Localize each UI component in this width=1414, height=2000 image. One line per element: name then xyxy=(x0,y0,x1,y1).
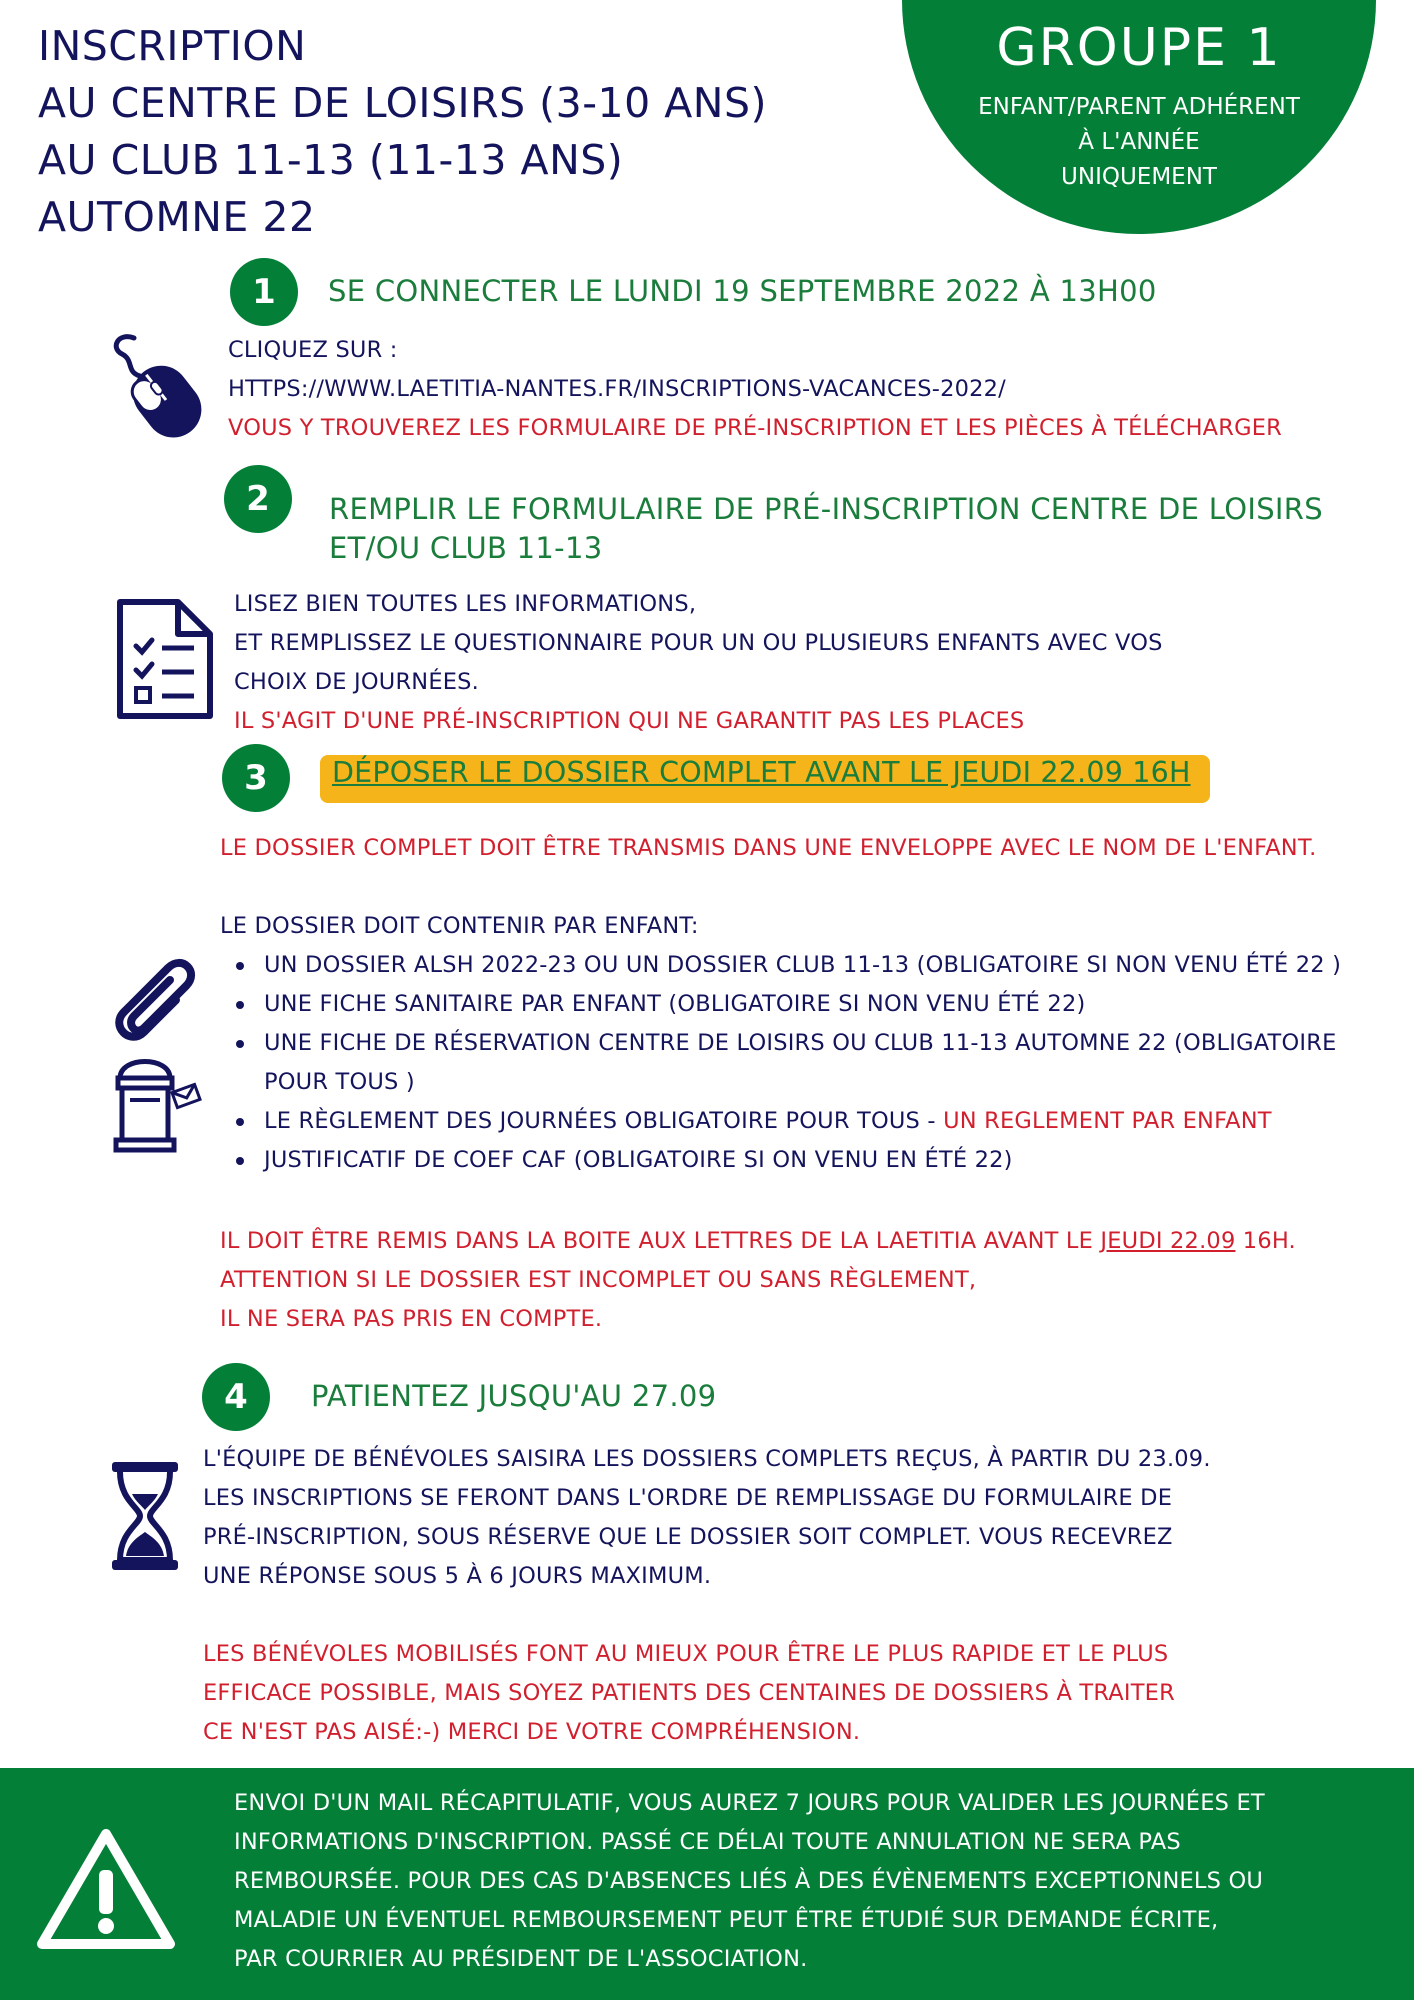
registration-url-link[interactable]: HTTPS://WWW.LAETITIA-NANTES.FR/INSCRIPTIONS-VACANCES-2022/ xyxy=(228,376,1006,402)
group-title: GROUPE 1 xyxy=(996,18,1282,78)
list-item xyxy=(222,1102,1341,1141)
envelope-note: LE DOSSIER COMPLET DOIT ÊTRE TRANSMIS DANS UNE ENVELOPPE AVEC LE NOM DE L'ENFANT. xyxy=(220,835,1317,861)
list-item xyxy=(222,1024,1341,1102)
volunteer-line: LES BÉNÉVOLES MOBILISÉS FONT AU MIEUX POUR ÊTRE LE PLUS RAPIDE ET LE PLUS xyxy=(203,1641,1169,1667)
step-1-heading: SE CONNECTER LE LUNDI 19 SEPTEMBRE 2022 À 13H00 xyxy=(328,274,1157,308)
hourglass-icon xyxy=(110,1460,180,1572)
attention-line: IL NE SERA PAS PRIS EN COMPTE. xyxy=(220,1306,603,1332)
step-1-number: 1 xyxy=(230,258,298,326)
list-item: JUSTIFICATIF DE COEF CAF (OBLIGATOIRE SI ON VENU EN ÉTÉ 22) xyxy=(222,1141,1341,1180)
mailbox-icon xyxy=(112,1050,204,1156)
step-4-heading: PATIENTEZ JUSQU'AU 27.09 xyxy=(311,1379,717,1413)
mailbox-note-text: IL DOIT ÊTRE REMIS DANS LA BOITE AUX LETTRES DE LA LAETITIA AVANT LE xyxy=(220,1228,1101,1254)
title-line: INSCRIPTION xyxy=(38,22,307,70)
mouse-icon xyxy=(104,330,214,442)
step-3-heading: DÉPOSER LE DOSSIER COMPLET AVANT LE JEUDI 22.09 16H xyxy=(332,756,1191,789)
step-3-number: 3 xyxy=(222,744,290,812)
contents-label: LE DOSSIER DOIT CONTENIR PAR ENFANT: xyxy=(220,913,699,939)
title-line: AU CLUB 11-13 (11-13 ANS) xyxy=(38,136,624,184)
list-item-line: POUR TOUS ) xyxy=(264,1069,415,1095)
list-item-line: UNE FICHE DE RÉSERVATION CENTRE DE LOISIRS OU CLUB 11-13 AUTOMNE 22 (OBLIGATOIRE xyxy=(264,1030,1337,1056)
mailbox-deadline-note xyxy=(220,1222,1296,1261)
step-2-heading xyxy=(329,490,1323,568)
payment-note: UN REGLEMENT PAR ENFANT xyxy=(943,1108,1272,1134)
document-list xyxy=(222,946,1341,1180)
group-subtitle xyxy=(902,90,1376,195)
pre-registration-warning: IL S'AGIT D'UNE PRÉ-INSCRIPTION QUI NE GARANTIT PAS LES PLACES xyxy=(234,708,1025,734)
deadline-time: 16H. xyxy=(1235,1228,1296,1254)
paperclip-icon xyxy=(110,952,202,1044)
footer-line: REMBOURSÉE. POUR DES CAS D'ABSENCES LIÉS À DES ÉVÈNEMENTS EXCEPTIONNELS OU xyxy=(234,1868,1264,1894)
step-4-line: L'ÉQUIPE DE BÉNÉVOLES SAISIRA LES DOSSIERS COMPLETS REÇUS, À PARTIR DU 23.09. xyxy=(203,1446,1211,1472)
checklist-icon xyxy=(114,598,216,722)
list-item-text: LE RÈGLEMENT DES JOURNÉES OBLIGATOIRE POUR TOUS - xyxy=(264,1108,944,1134)
step-2-line: CHOIX DE JOURNÉES. xyxy=(234,669,479,695)
page-title xyxy=(38,18,898,246)
group-subtitle-line: UNIQUEMENT xyxy=(1061,164,1217,190)
group-subtitle-line: ENFANT/PARENT ADHÉRENT xyxy=(978,94,1300,120)
step-2-heading-line: REMPLIR LE FORMULAIRE DE PRÉ-INSCRIPTION CENTRE DE LOISIRS xyxy=(329,492,1323,526)
step-4-number: 4 xyxy=(202,1363,270,1431)
click-label: CLIQUEZ SUR : xyxy=(228,337,398,363)
list-item: UN DOSSIER ALSH 2022-23 OU UN DOSSIER CLUB 11-13 (OBLIGATOIRE SI NON VENU ÉTÉ 22 ) xyxy=(222,946,1341,985)
deadline-date: JEUDI 22.09 xyxy=(1100,1228,1236,1254)
footer-text xyxy=(234,1784,1394,1979)
step-2-line: LISEZ BIEN TOUTES LES INFORMATIONS, xyxy=(234,591,697,617)
step-4-line: LES INSCRIPTIONS SE FERONT DANS L'ORDRE DE REMPLISSAGE DU FORMULAIRE DE xyxy=(203,1485,1173,1511)
volunteer-line: EFFICACE POSSIBLE, MAIS SOYEZ PATIENTS DES CENTAINES DE DOSSIERS À TRAITER xyxy=(203,1680,1175,1706)
title-line: AUTOMNE 22 xyxy=(38,193,316,241)
download-note: VOUS Y TROUVEREZ LES FORMULAIRE DE PRÉ-INSCRIPTION ET LES PIÈCES À TÉLÉCHARGER xyxy=(228,415,1282,441)
step-2-number: 2 xyxy=(224,465,292,533)
footer-line: ENVOI D'UN MAIL RÉCAPITULATIF, VOUS AUREZ 7 JOURS POUR VALIDER LES JOURNÉES ET xyxy=(234,1790,1265,1816)
warning-icon xyxy=(36,1826,176,1952)
step-2-heading-line: ET/OU CLUB 11-13 xyxy=(329,531,603,565)
step-2-line: ET REMPLISSEZ LE QUESTIONNAIRE POUR UN OU PLUSIEURS ENFANTS AVEC VOS xyxy=(234,630,1163,656)
footer-line: MALADIE UN ÉVENTUEL REMBOURSEMENT PEUT ÊTRE ÉTUDIÉ SUR DEMANDE ÉCRITE, xyxy=(234,1907,1219,1933)
step-4-line: UNE RÉPONSE SOUS 5 À 6 JOURS MAXIMUM. xyxy=(203,1563,712,1589)
footer-line: PAR COURRIER AU PRÉSIDENT DE L'ASSOCIATION. xyxy=(234,1946,808,1972)
title-line: AU CENTRE DE LOISIRS (3-10 ANS) xyxy=(38,79,767,127)
list-item: UNE FICHE SANITAIRE PAR ENFANT (OBLIGATOIRE SI NON VENU ÉTÉ 22) xyxy=(222,985,1341,1024)
attention-line: ATTENTION SI LE DOSSIER EST INCOMPLET OU SANS RÈGLEMENT, xyxy=(220,1267,977,1293)
group-subtitle-line: À L'ANNÉE xyxy=(1078,129,1200,155)
volunteer-line: CE N'EST PAS AISÉ:-) MERCI DE VOTRE COMPRÉHENSION. xyxy=(203,1719,861,1745)
step-4-line: PRÉ-INSCRIPTION, SOUS RÉSERVE QUE LE DOSSIER SOIT COMPLET. VOUS RECEVREZ xyxy=(203,1524,1173,1550)
footer-line: INFORMATIONS D'INSCRIPTION. PASSÉ CE DÉLAI TOUTE ANNULATION NE SERA PAS xyxy=(234,1829,1181,1855)
